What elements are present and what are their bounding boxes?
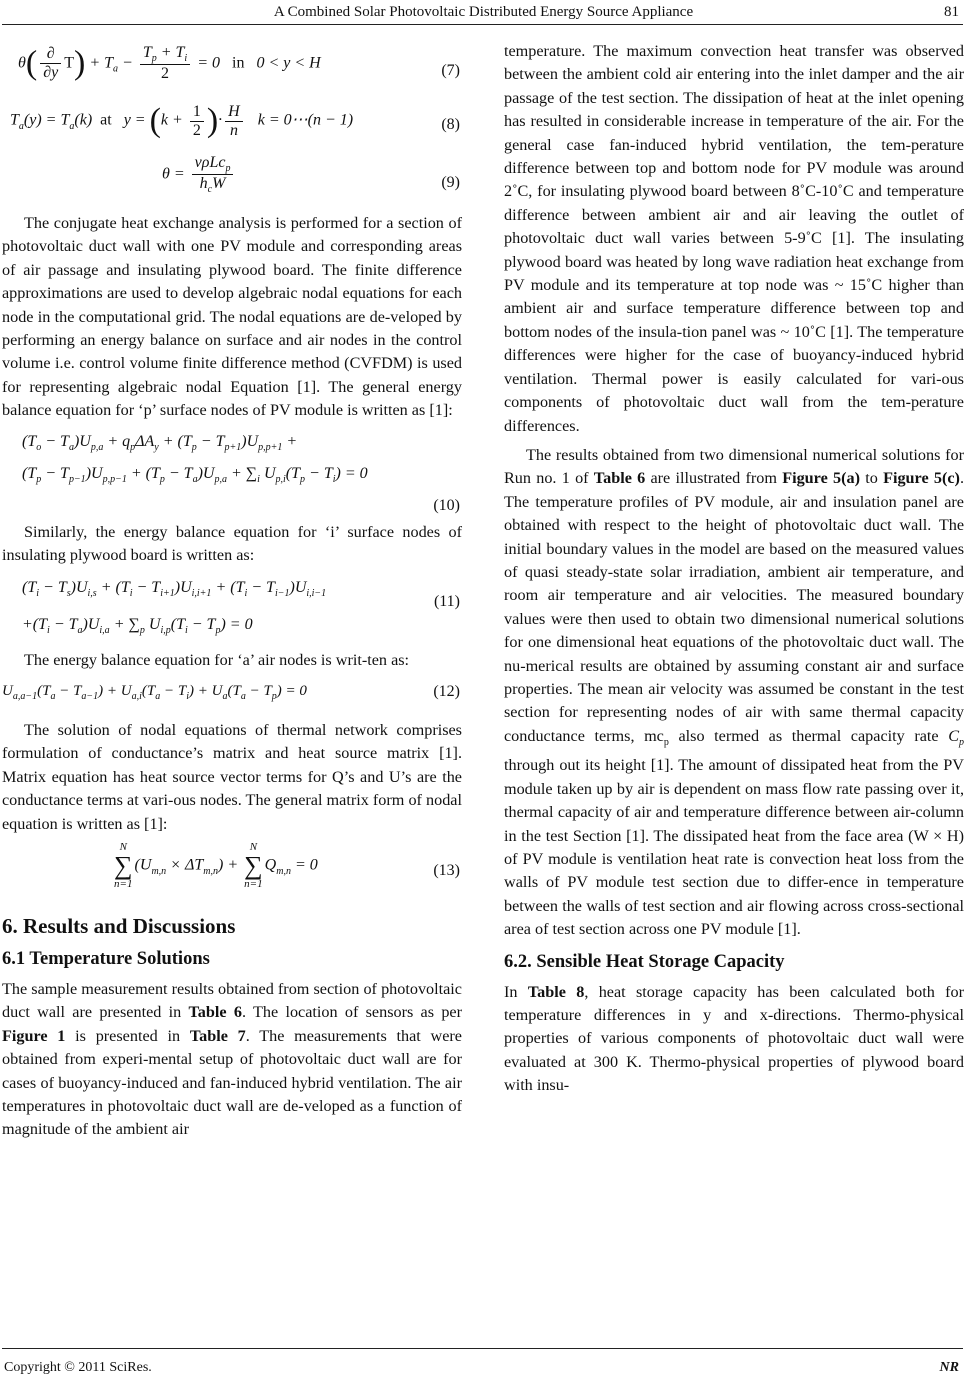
eq7-range: 0 < y < H: [256, 54, 321, 72]
eq8-at: at: [100, 111, 112, 129]
copyright-notice: Copyright © 2011 SciRes.: [4, 1360, 152, 1375]
ref-figure-5a[interactable]: Figure 5(a): [782, 469, 860, 488]
paragraph-matrix: The solution of nodal equations of thermal network comprises formulation of conductance’s matrix and heat source matrix [1]. Matrix equation has heat source vector terms for Q’s and U’s are the conductance terms at vari-ous nodes. The general matrix form of nodal equation is written as [1]:: [2, 720, 462, 833]
equation-9: θ = $\frac{v\rho Lc_p}{h_cW}$ (9): [162, 154, 460, 196]
right-column: [504, 40, 964, 1104]
journal-abbrev: NR: [939, 1360, 959, 1375]
eq9-number: (9): [441, 174, 460, 191]
paragraph-measurements: The sample measurement results obtained from section of photovoltaic duct wall are presented in Table 6. The location of sensors as per Figure 1 is presented in Table 7. The measurements that were obtained from experi-mental setup of photovoltaic duct wall are for cases of buoyancy-induced and fan-induced hybrid ventilation. The air temperatures in photovoltaic duct wall are de-veloped as a function of magnitude of the ambient air: [2, 979, 462, 1139]
paragraph-heat-storage: In Table 8, heat storage capacity has been calculated both for temperature differences in y and x-directions. Thermo-physical properties of various components of photovoltaic duct wall were evaluated at 300 K. Thermo-physical properties of plywood board with insu-: [504, 982, 964, 1095]
eq10-number: (10): [433, 496, 460, 514]
ref-figure-5c[interactable]: Figure 5(c): [883, 469, 960, 488]
equation-11: $(T_i - T_s)U_{i,s} + (T_i - T_{i+1})U_{i,i+1} + (T_i - T_{i-1})U_{i,i-1}$ $+(T_i - T_a)U_{i,a} + \sum_p$ $U_{i,p}(T_i - T_p) = 0$ (11): [22, 579, 460, 636]
ref-table-6-b[interactable]: Table 6: [593, 469, 646, 488]
paragraph-numerical-results: The results obtained from two dimensional numerical solutions for Run no. 1 of Table 6 are illustrated from Figure 5(a) to Figure 5(c). The temperature profiles of PV module, air and insulation panel are obtained with respect to the height of photovoltaic duct wall. The initial boundary values in the model are based on the measured values of quasi steady-state solar irradiation, ambient air temperature, and room air temperature and air velocities. The measured boundary values were then used to obtain two dimensional numerical solutions for one dimensional heat equations of the photovoltaic duct wall. The nu-merical results are obtained by assuming constant air and surface properties. The mean air velocity was assumed be constant in the test section for representing nodes of air with same thermal capacity conductance terms, $mc_p$ also termed as thermal capacity rate $C_p$ through out its height [1]. The amount of dissipated heat from the PV module taken up by air is dependent on mass flow rate passing over it, thermal capacity of air and temperature difference between air-column in the test Section [1]. The dissipated heat from the face area (W × H) of PV module is ventilation heat rate is convection heat loss from the walls of PV module test section due to differ-ence in temperature between the walls of test section and air flowing across cross-sectional area of test section across one PV module [1].: [504, 445, 964, 939]
eq8-range: k = 0⋯(n − 1): [257, 111, 354, 129]
section-heading-results: 6. Results and Discussions: [2, 913, 236, 938]
eq7-number: (7): [441, 62, 460, 79]
running-title: A Combined Solar Photovoltaic Distributed Energy Source Appliance: [273, 4, 694, 20]
subsection-heading-storage: 6.2. Sensible Heat Storage Capacity: [504, 951, 785, 972]
header-rule: [2, 24, 963, 25]
eq8-number: (8): [441, 116, 460, 133]
page-number: 81: [944, 4, 959, 20]
paragraph-cvfdm: The conjugate heat exchange analysis is performed for a section of photovoltaic duct wall with one PV module and corresponding areas of air passage and insulating plywood board. The finite difference approximations are used to develop algebraic nodal equations for each node in the computational grid. The nodal equations are de-veloped by performing an energy balance on surface and air nodes in the control volume i.e. control volume finite difference method (CVFDM) is used for representing algebraic nodal Equation [1]. The general energy balance equation for ‘p’ surface nodes of PV module is written as [1]:: [2, 214, 462, 420]
eq13-number: (13): [433, 861, 460, 879]
ref-figure-1[interactable]: Figure 1: [2, 1026, 66, 1045]
subsection-heading-temperature: 6.1 Temperature Solutions: [2, 948, 210, 969]
equation-13: N ∑ $n=1(U_{m,n} \times \Delta T_{m,n}) + N$ ∑ $n=1Q_{m,n} = 0$ (13): [114, 840, 460, 890]
eq12-number: (12): [433, 682, 460, 700]
footer-rule: [2, 1348, 963, 1349]
page-header: [0, 0, 967, 28]
equation-7: θ( $\frac{\partial}{\partial y}$ $T) + T_a$ − $\frac{T_p + T_i}{2}$ = 0 in 0 < y < H (7): [18, 44, 460, 83]
paragraph-convection: temperature. The maximum convection heat transfer was observed between the ambient cold air entering into the inlet damper and the air passage of the test section. The dissipation of heat at the inlet opening has resulted in considerable increase in temperature of the air. For the general case fan-induced hybrid ventilation, the tem-perature difference between top and bottom node for PV module was around 2˚C, for insulating plywood board between 8˚C-10˚C and temperature difference between ambient air and air leaving the outlet of photovoltaic duct wall varies between 5-9˚C [1]. The insulating plywood board was heated by long wave radiation heat exchange from PV module and its temperature at top node was ~ 15˚C higher than ambient air and surface temperature difference between top and bottom nodes of the insula-tion panel was ~ 10˚C [1]. The temperature differences were higher for the case of buoyancy-induced hybrid ventilation. Thermal power is easily calculated for vari-ous components of photovoltaic duct wall from the tem-perature differences.: [504, 42, 964, 435]
eq7-in: in: [232, 54, 245, 72]
paragraph-air-nodes: The energy balance equation for ‘a’ air nodes is writ-ten as:: [24, 651, 410, 670]
ref-table-7[interactable]: Table 7: [189, 1026, 246, 1045]
page-footer: [0, 1348, 967, 1386]
equation-12: $U_{a,a-1}(T_a - T_{a-1}) + U_{a,i}(T_a - T_i) + U_a(T_a - T_p) = 0$ (12): [2, 682, 460, 702]
paragraph-plywood: Similarly, the energy balance equation for ‘i’ surface nodes of insulating plywood board is written as:: [2, 522, 462, 565]
ref-table-6[interactable]: Table 6: [188, 1003, 242, 1022]
left-column: [2, 40, 462, 1148]
ref-table-8[interactable]: Table 8: [527, 982, 585, 1001]
eq11-number: (11): [433, 593, 460, 611]
equation-8: $T_a(y) = T_a(k)$ at y = (k + $\frac{1}{2}$ )· $\frac{H}{n}$ k = 0⋯(n − 1) (8): [10, 102, 460, 139]
equation-10: $(T_o - T_a)U_{p,a} + q_p\Delta A_y + (T_p - T_{p+1})U_{p,p+1}$ + $(T_p - T_{p-1})U_{p,p-1} + (T_p - T_a)U_{p,a} + \sum_i$ $U_{p,i}(T_p - T_i) = 0$ (10): [22, 432, 460, 514]
